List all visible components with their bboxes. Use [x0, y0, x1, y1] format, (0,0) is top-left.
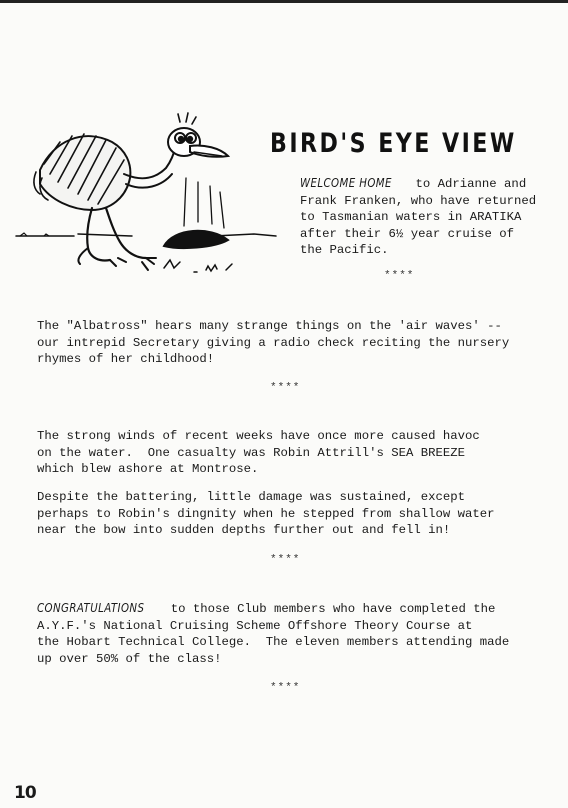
text-line: A.Y.F.'s National Cruising Scheme Offshore Theory Course at	[37, 618, 473, 633]
text-line: Frank Franken, who have returned	[300, 193, 537, 208]
strong-winds-paragraph	[37, 428, 547, 478]
text-line: Despite the battering, little damage was sustained, except	[37, 490, 466, 504]
separator-stars: ****	[384, 270, 415, 282]
welcome-home-lead: WELCOME HOME	[300, 176, 392, 190]
welcome-home-paragraph	[300, 175, 550, 259]
text-line: near the bow into sudden depths further out and fell in!	[37, 523, 451, 537]
text-line: up over 50% of the class!	[37, 651, 222, 666]
text-line: our intrepid Secretary giving a radio check reciting the nursery	[37, 335, 510, 350]
congratulations-paragraph	[37, 600, 547, 667]
text-line: to Adrianne and	[408, 177, 527, 191]
text-line: on the water. One casualty was Robin Attrill's SEA BREEZE	[37, 445, 466, 460]
separator-stars: ****	[270, 682, 301, 694]
text-line: the Pacific.	[300, 243, 389, 257]
ostrich-cartoon-illustration	[14, 112, 290, 282]
top-rule	[0, 0, 568, 3]
article-heading: BIRD'S EYE VIEW	[270, 128, 517, 159]
text-line: to those Club members who have completed the	[163, 602, 496, 616]
text-line: the Hobart Technical College. The eleven members attending made	[37, 635, 510, 649]
albatross-paragraph	[37, 318, 547, 368]
page-number: 10	[14, 783, 36, 803]
text-line: perhaps to Robin's dingnity when he stepped from shallow water	[37, 506, 495, 521]
text-line: rhymes of her childhood!	[37, 352, 215, 366]
text-line: The strong winds of recent weeks have once more caused havoc	[37, 429, 480, 443]
battering-paragraph	[37, 489, 547, 539]
text-line: The "Albatross" hears many strange things on the 'air waves' --	[37, 319, 502, 333]
text-line: after their 6½ year cruise of	[300, 226, 515, 241]
text-line: to Tasmanian waters in ARATIKA	[300, 210, 522, 224]
separator-stars: ****	[270, 554, 301, 566]
congratulations-lead: CONGRATULATIONS	[37, 601, 145, 615]
separator-stars: ****	[270, 382, 301, 394]
text-line: which blew ashore at Montrose.	[37, 462, 259, 476]
